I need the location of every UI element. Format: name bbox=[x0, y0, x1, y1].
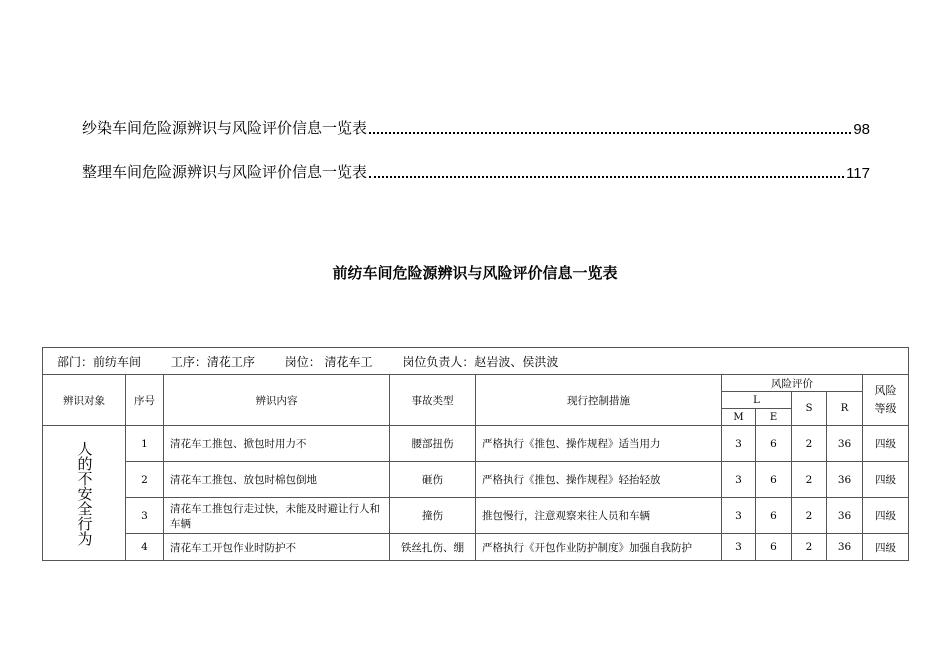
header-accident: 事故类型 bbox=[390, 375, 476, 426]
toc-entry-title: 纱染车间危险源辨识与风险评价信息一览表 bbox=[82, 119, 368, 137]
cell-S: 2 bbox=[792, 426, 827, 462]
header-content: 辨识内容 bbox=[164, 375, 390, 426]
table-row bbox=[43, 426, 909, 462]
cell-level: 四级 bbox=[863, 426, 909, 462]
cell-measures: 严格执行《推包、操作规程》适当用力 bbox=[476, 426, 722, 462]
cell-no: 2 bbox=[126, 462, 164, 498]
post-label: 岗位： 清花车工 bbox=[284, 354, 373, 369]
cell-content: 清花车工推包、掀包时用力不 bbox=[164, 426, 390, 462]
cell-accident: 腰部扭伤 bbox=[390, 426, 476, 462]
object-cell bbox=[43, 426, 126, 561]
header-L: L bbox=[722, 392, 792, 409]
header-no: 序号 bbox=[126, 375, 164, 426]
table-row bbox=[43, 462, 909, 498]
cell-level: 四级 bbox=[863, 462, 909, 498]
cell-M: 3 bbox=[722, 462, 756, 498]
toc-entry-page: 117 bbox=[846, 165, 870, 182]
cell-measures: 严格执行《开包作业防护制度》加强自我防护 bbox=[476, 534, 722, 561]
toc-entry-1[interactable] bbox=[82, 116, 870, 138]
cell-no: 4 bbox=[126, 534, 164, 561]
toc-leader-dots bbox=[369, 176, 844, 178]
toc-leader-dots bbox=[369, 132, 851, 134]
cell-E: 6 bbox=[756, 498, 792, 534]
toc-entry-page: 98 bbox=[853, 121, 870, 138]
cell-R: 36 bbox=[827, 498, 863, 534]
cell-R: 36 bbox=[827, 426, 863, 462]
cell-level: 四级 bbox=[863, 534, 909, 561]
toc-entry-2[interactable] bbox=[82, 160, 870, 182]
cell-S: 2 bbox=[792, 462, 827, 498]
header-measures: 现行控制措施 bbox=[476, 375, 722, 426]
table-row bbox=[43, 498, 909, 534]
owner-label: 岗位负责人：赵岩波、侯洪波 bbox=[402, 354, 559, 369]
header-S: S bbox=[792, 392, 827, 426]
cell-measures: 推包慢行，注意观察来往人员和车辆 bbox=[476, 498, 722, 534]
cell-accident: 撞伤 bbox=[390, 498, 476, 534]
cell-E: 6 bbox=[756, 534, 792, 561]
cell-accident: 铁丝扎伤、绷 bbox=[390, 534, 476, 561]
cell-content: 清花车工开包作业时防护不 bbox=[164, 534, 390, 561]
cell-M: 3 bbox=[722, 426, 756, 462]
cell-measures: 严格执行《推包、操作规程》轻抬轻放 bbox=[476, 462, 722, 498]
header-R: R bbox=[827, 392, 863, 426]
document-title: 前纺车间危险源辨识与风险评价信息一览表 bbox=[332, 264, 618, 282]
risk-table bbox=[42, 347, 909, 561]
toc-entry-title: 整理车间危险源辨识与风险评价信息一览表 bbox=[82, 163, 368, 181]
object-label: 人的不安全行为 bbox=[75, 440, 94, 546]
header-M: M bbox=[722, 409, 756, 426]
header-level bbox=[863, 375, 909, 426]
cell-M: 3 bbox=[722, 498, 756, 534]
header-E: E bbox=[756, 409, 792, 426]
cell-content: 清花车工推包、放包时棉包倒地 bbox=[164, 462, 390, 498]
cell-no: 3 bbox=[126, 498, 164, 534]
header-risk-eval: 风险评价 bbox=[722, 375, 863, 392]
header-object: 辨识对象 bbox=[43, 375, 126, 426]
table-info-row bbox=[43, 348, 909, 375]
header-level-text: 风险等级 bbox=[874, 384, 897, 415]
cell-no: 1 bbox=[126, 426, 164, 462]
cell-accident: 砸伤 bbox=[390, 462, 476, 498]
process-label: 工序：清花工序 bbox=[170, 354, 255, 369]
cell-S: 2 bbox=[792, 534, 827, 561]
table-row bbox=[43, 534, 909, 561]
cell-E: 6 bbox=[756, 426, 792, 462]
cell-S: 2 bbox=[792, 498, 827, 534]
cell-content: 清花车工推包行走过快，未能及时避让行人和车辆 bbox=[164, 498, 390, 534]
cell-level: 四级 bbox=[863, 498, 909, 534]
cell-E: 6 bbox=[756, 462, 792, 498]
cell-R: 36 bbox=[827, 534, 863, 561]
cell-R: 36 bbox=[827, 462, 863, 498]
cell-M: 3 bbox=[722, 534, 756, 561]
dept-label: 部门：前纺车间 bbox=[57, 354, 142, 369]
